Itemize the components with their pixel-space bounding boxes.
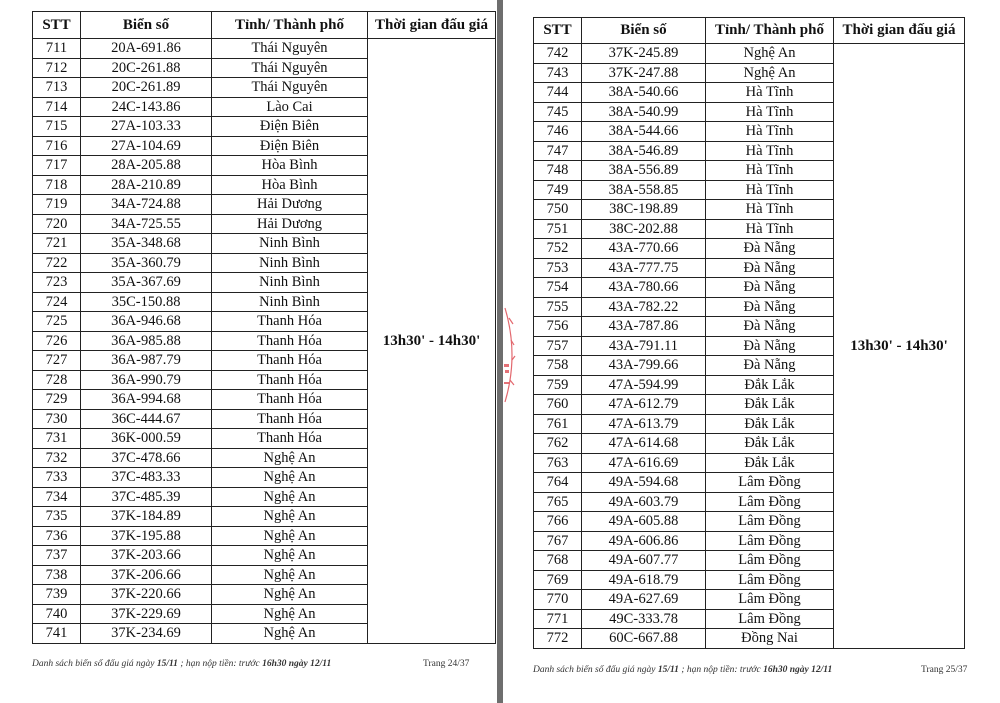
cell-stt: 771 <box>534 609 582 629</box>
cell-plate: 49A-627.69 <box>582 590 706 610</box>
cell-stt: 720 <box>33 214 81 234</box>
cell-time-slot: 13h30' - 14h30' <box>368 39 496 644</box>
cell-plate: 47A-594.99 <box>582 375 706 395</box>
cell-province: Lâm Đồng <box>706 492 834 512</box>
cell-stt: 751 <box>534 219 582 239</box>
header-plate: Biển số <box>81 12 212 39</box>
cell-stt: 718 <box>33 175 81 195</box>
cell-plate: 38A-540.99 <box>582 102 706 122</box>
cell-plate: 37K-203.66 <box>81 546 212 566</box>
cell-stt: 746 <box>534 122 582 142</box>
footer-text-mid: ; hạn nộp tiền: trước <box>177 659 263 669</box>
cell-province: Nghệ An <box>212 585 368 605</box>
cell-stt: 728 <box>33 370 81 390</box>
auction-table-page-24 <box>32 11 496 644</box>
cell-plate: 37K-234.69 <box>81 624 212 644</box>
cell-plate: 47A-616.69 <box>582 453 706 473</box>
cell-stt: 735 <box>33 507 81 527</box>
cell-plate: 38C-202.88 <box>582 219 706 239</box>
cell-stt: 752 <box>534 239 582 259</box>
cell-province: Lâm Đồng <box>706 473 834 493</box>
cell-province: Ninh Bình <box>212 273 368 293</box>
cell-province: Đà Nẵng <box>706 278 834 298</box>
cell-province: Thái Nguyên <box>212 39 368 59</box>
cell-stt: 715 <box>33 117 81 137</box>
cell-plate: 36A-946.68 <box>81 312 212 332</box>
cell-plate: 43A-782.22 <box>582 297 706 317</box>
cell-stt: 742 <box>534 44 582 64</box>
table-row <box>33 39 496 59</box>
cell-province: Đà Nẵng <box>706 356 834 376</box>
cell-province: Nghệ An <box>706 63 834 83</box>
cell-province: Lâm Đồng <box>706 551 834 571</box>
table-header-row <box>534 18 965 44</box>
cell-plate: 28A-205.88 <box>81 156 212 176</box>
cell-plate: 34A-725.55 <box>81 214 212 234</box>
cell-plate: 43A-780.66 <box>582 278 706 298</box>
cell-plate: 47A-612.79 <box>582 395 706 415</box>
cell-province: Hải Dương <box>212 195 368 215</box>
cell-stt: 769 <box>534 570 582 590</box>
cell-stt: 764 <box>534 473 582 493</box>
cell-province: Điện Biên <box>212 136 368 156</box>
cell-plate: 37C-478.66 <box>81 448 212 468</box>
cell-plate: 35A-360.79 <box>81 253 212 273</box>
header-stt: STT <box>33 12 81 39</box>
cell-plate: 47A-613.79 <box>582 414 706 434</box>
cell-stt: 727 <box>33 351 81 371</box>
cell-plate: 49C-333.78 <box>582 609 706 629</box>
cell-province: Thanh Hóa <box>212 429 368 449</box>
cell-province: Lâm Đồng <box>706 531 834 551</box>
cell-stt: 730 <box>33 409 81 429</box>
cell-stt: 766 <box>534 512 582 532</box>
cell-province: Lâm Đồng <box>706 570 834 590</box>
cell-plate: 38A-540.66 <box>582 83 706 103</box>
cell-stt: 733 <box>33 468 81 488</box>
cell-stt: 772 <box>534 629 582 649</box>
cell-plate: 37C-485.39 <box>81 487 212 507</box>
cell-province: Đà Nẵng <box>706 317 834 337</box>
cell-stt: 753 <box>534 258 582 278</box>
header-stt: STT <box>534 18 582 44</box>
cell-province: Nghệ An <box>212 624 368 644</box>
cell-plate: 37K-220.66 <box>81 585 212 605</box>
cell-province: Nghệ An <box>212 468 368 488</box>
cell-plate: 27A-103.33 <box>81 117 212 137</box>
cell-stt: 765 <box>534 492 582 512</box>
cell-plate: 20C-261.89 <box>81 78 212 98</box>
cell-province: Đà Nẵng <box>706 239 834 259</box>
cell-stt: 740 <box>33 604 81 624</box>
cell-plate: 36A-990.79 <box>81 370 212 390</box>
cell-province: Lào Cai <box>212 97 368 117</box>
cell-province: Lâm Đồng <box>706 590 834 610</box>
cell-plate: 37K-245.89 <box>582 44 706 64</box>
cell-stt: 748 <box>534 161 582 181</box>
cell-province: Hà Tĩnh <box>706 83 834 103</box>
table-body <box>33 39 496 644</box>
document-page-right <box>503 0 1000 703</box>
cell-stt: 717 <box>33 156 81 176</box>
cell-plate: 36K-000.59 <box>81 429 212 449</box>
red-stamp-icon <box>503 300 521 410</box>
cell-plate: 20A-691.86 <box>81 39 212 59</box>
page-number: Trang 25/37 <box>921 665 968 675</box>
header-time: Thời gian đấu giá <box>834 18 965 44</box>
document-page-left <box>0 0 497 703</box>
cell-plate: 37C-483.33 <box>81 468 212 488</box>
cell-plate: 38C-198.89 <box>582 200 706 220</box>
cell-plate: 49A-603.79 <box>582 492 706 512</box>
cell-plate: 36A-987.79 <box>81 351 212 371</box>
cell-province: Đà Nẵng <box>706 258 834 278</box>
cell-stt: 732 <box>33 448 81 468</box>
cell-plate: 35C-150.88 <box>81 292 212 312</box>
cell-province: Nghệ An <box>706 44 834 64</box>
cell-province: Thái Nguyên <box>212 58 368 78</box>
footer-deadline: 16h30 ngày 12/11 <box>763 665 833 675</box>
cell-province: Nghệ An <box>212 487 368 507</box>
cell-province: Đắk Lắk <box>706 375 834 395</box>
cell-plate: 37K-247.88 <box>582 63 706 83</box>
cell-stt: 738 <box>33 565 81 585</box>
cell-stt: 758 <box>534 356 582 376</box>
cell-province: Đồng Nai <box>706 629 834 649</box>
cell-stt: 750 <box>534 200 582 220</box>
cell-province: Đắk Lắk <box>706 414 834 434</box>
cell-plate: 38A-556.89 <box>582 161 706 181</box>
cell-stt: 768 <box>534 551 582 571</box>
footer-deadline: 16h30 ngày 12/11 <box>262 659 332 669</box>
cell-stt: 726 <box>33 331 81 351</box>
cell-plate: 49A-605.88 <box>582 512 706 532</box>
footer-text: Danh sách biển số đấu giá ngày <box>533 665 658 675</box>
page-footer <box>533 665 832 675</box>
cell-plate: 43A-777.75 <box>582 258 706 278</box>
cell-plate: 49A-607.77 <box>582 551 706 571</box>
cell-province: Nghệ An <box>212 526 368 546</box>
cell-province: Hòa Bình <box>212 156 368 176</box>
header-time: Thời gian đấu giá <box>368 12 496 39</box>
cell-province: Lâm Đồng <box>706 609 834 629</box>
header-province: Tỉnh/ Thành phố <box>212 12 368 39</box>
cell-province: Thanh Hóa <box>212 409 368 429</box>
footer-text: Danh sách biển số đấu giá ngày <box>32 659 157 669</box>
cell-province: Hà Tĩnh <box>706 161 834 181</box>
cell-plate: 24C-143.86 <box>81 97 212 117</box>
cell-plate: 37K-229.69 <box>81 604 212 624</box>
cell-province: Nghệ An <box>212 565 368 585</box>
cell-plate: 49A-618.79 <box>582 570 706 590</box>
cell-plate: 38A-558.85 <box>582 180 706 200</box>
cell-stt: 760 <box>534 395 582 415</box>
cell-plate: 36C-444.67 <box>81 409 212 429</box>
cell-province: Điện Biên <box>212 117 368 137</box>
cell-province: Nghệ An <box>212 546 368 566</box>
cell-province: Thanh Hóa <box>212 331 368 351</box>
cell-province: Thái Nguyên <box>212 78 368 98</box>
footer-date: 15/11 <box>657 665 679 675</box>
cell-plate: 37K-206.66 <box>81 565 212 585</box>
cell-stt: 734 <box>33 487 81 507</box>
cell-plate: 35A-348.68 <box>81 234 212 254</box>
cell-province: Đắk Lắk <box>706 395 834 415</box>
cell-stt: 729 <box>33 390 81 410</box>
cell-stt: 744 <box>534 83 582 103</box>
cell-province: Hà Tĩnh <box>706 219 834 239</box>
cell-stt: 762 <box>534 434 582 454</box>
cell-stt: 712 <box>33 58 81 78</box>
cell-stt: 761 <box>534 414 582 434</box>
cell-province: Hà Tĩnh <box>706 200 834 220</box>
cell-plate: 43A-770.66 <box>582 239 706 259</box>
cell-stt: 745 <box>534 102 582 122</box>
cell-stt: 759 <box>534 375 582 395</box>
cell-province: Hà Tĩnh <box>706 122 834 142</box>
table-body <box>534 44 965 649</box>
cell-plate: 38A-544.66 <box>582 122 706 142</box>
table-row <box>534 44 965 64</box>
cell-plate: 60C-667.88 <box>582 629 706 649</box>
cell-stt: 739 <box>33 585 81 605</box>
cell-stt: 724 <box>33 292 81 312</box>
cell-plate: 34A-724.88 <box>81 195 212 215</box>
cell-stt: 756 <box>534 317 582 337</box>
cell-province: Ninh Bình <box>212 234 368 254</box>
cell-province: Ninh Bình <box>212 253 368 273</box>
cell-stt: 723 <box>33 273 81 293</box>
table-header-row <box>33 12 496 39</box>
cell-plate: 36A-985.88 <box>81 331 212 351</box>
cell-stt: 713 <box>33 78 81 98</box>
cell-stt: 755 <box>534 297 582 317</box>
cell-province: Đắk Lắk <box>706 434 834 454</box>
header-province: Tỉnh/ Thành phố <box>706 18 834 44</box>
cell-province: Hà Tĩnh <box>706 141 834 161</box>
cell-province: Ninh Bình <box>212 292 368 312</box>
cell-stt: 754 <box>534 278 582 298</box>
cell-stt: 741 <box>33 624 81 644</box>
cell-plate: 49A-606.86 <box>582 531 706 551</box>
cell-stt: 749 <box>534 180 582 200</box>
cell-province: Hòa Bình <box>212 175 368 195</box>
cell-province: Đắk Lắk <box>706 453 834 473</box>
cell-plate: 37K-195.88 <box>81 526 212 546</box>
auction-table-page-25 <box>533 17 965 649</box>
cell-province: Hà Tĩnh <box>706 102 834 122</box>
cell-stt: 737 <box>33 546 81 566</box>
cell-stt: 743 <box>534 63 582 83</box>
header-plate: Biển số <box>582 18 706 44</box>
cell-plate: 28A-210.89 <box>81 175 212 195</box>
cell-time-slot: 13h30' - 14h30' <box>834 44 965 649</box>
cell-province: Nghệ An <box>212 604 368 624</box>
cell-plate: 35A-367.69 <box>81 273 212 293</box>
cell-plate: 47A-614.68 <box>582 434 706 454</box>
cell-plate: 37K-184.89 <box>81 507 212 527</box>
cell-stt: 711 <box>33 39 81 59</box>
cell-province: Thanh Hóa <box>212 312 368 332</box>
cell-province: Đà Nẵng <box>706 297 834 317</box>
cell-plate: 27A-104.69 <box>81 136 212 156</box>
cell-province: Thanh Hóa <box>212 351 368 371</box>
cell-plate: 43A-791.11 <box>582 336 706 356</box>
cell-stt: 714 <box>33 97 81 117</box>
cell-stt: 721 <box>33 234 81 254</box>
footer-date: 15/11 <box>156 659 178 669</box>
cell-stt: 757 <box>534 336 582 356</box>
cell-province: Nghệ An <box>212 448 368 468</box>
page-footer <box>32 659 331 669</box>
cell-stt: 770 <box>534 590 582 610</box>
cell-province: Thanh Hóa <box>212 370 368 390</box>
cell-plate: 38A-546.89 <box>582 141 706 161</box>
cell-plate: 36A-994.68 <box>81 390 212 410</box>
cell-province: Lâm Đồng <box>706 512 834 532</box>
cell-stt: 731 <box>33 429 81 449</box>
cell-stt: 719 <box>33 195 81 215</box>
cell-plate: 43A-787.86 <box>582 317 706 337</box>
cell-stt: 722 <box>33 253 81 273</box>
page-number: Trang 24/37 <box>423 659 470 669</box>
cell-plate: 49A-594.68 <box>582 473 706 493</box>
cell-plate: 20C-261.88 <box>81 58 212 78</box>
cell-province: Thanh Hóa <box>212 390 368 410</box>
cell-stt: 767 <box>534 531 582 551</box>
cell-stt: 747 <box>534 141 582 161</box>
cell-stt: 763 <box>534 453 582 473</box>
cell-stt: 716 <box>33 136 81 156</box>
cell-stt: 736 <box>33 526 81 546</box>
cell-province: Nghệ An <box>212 507 368 527</box>
cell-province: Hải Dương <box>212 214 368 234</box>
cell-province: Hà Tĩnh <box>706 180 834 200</box>
cell-province: Đà Nẵng <box>706 336 834 356</box>
footer-text-mid: ; hạn nộp tiền: trước <box>678 665 764 675</box>
cell-plate: 43A-799.66 <box>582 356 706 376</box>
cell-stt: 725 <box>33 312 81 332</box>
